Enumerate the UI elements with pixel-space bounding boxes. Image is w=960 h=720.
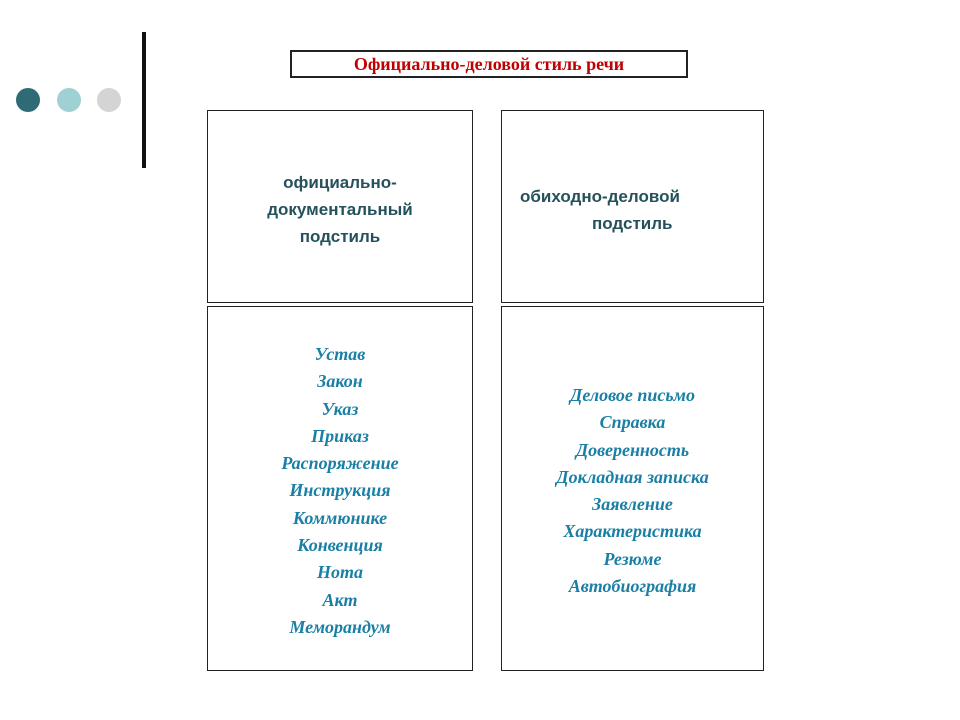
list-item: Закон bbox=[317, 371, 363, 392]
substyle-box-everyday bbox=[501, 110, 764, 303]
decor-dot-light bbox=[57, 88, 81, 112]
list-item: Меморандум bbox=[289, 616, 391, 637]
list-item: Деловое письмо bbox=[570, 385, 695, 405]
genre-box-official bbox=[207, 306, 473, 671]
list-item: Акт bbox=[322, 589, 358, 610]
genre-box-everyday bbox=[501, 306, 764, 671]
substyle-label-official: официально- документальный подстиль bbox=[267, 173, 413, 246]
decor-dot-dark bbox=[16, 88, 40, 112]
substyle-label-everyday: обиходно-деловой подстиль bbox=[520, 187, 680, 233]
genre-list-official bbox=[208, 341, 472, 641]
decor-dot-gray bbox=[97, 88, 121, 112]
page-title: Официально-деловой стиль речи bbox=[290, 50, 688, 78]
list-item: Распоряжение bbox=[281, 453, 399, 474]
list-item: Докладная записка bbox=[556, 466, 709, 487]
list-item: Приказ bbox=[311, 425, 369, 446]
list-item: Резюме bbox=[603, 548, 662, 569]
list-item: Автобиография bbox=[568, 576, 697, 597]
list-item: Нота bbox=[316, 562, 363, 583]
list-item: Коммюнике bbox=[292, 507, 388, 528]
list-item: Характеристика bbox=[563, 521, 702, 542]
genre-list-everyday bbox=[502, 382, 763, 600]
substyle-box-official bbox=[207, 110, 473, 303]
list-item: Указ bbox=[321, 398, 359, 419]
list-item: Устав bbox=[314, 344, 366, 364]
list-item: Справка bbox=[599, 412, 666, 433]
list-item: Инструкция bbox=[289, 480, 391, 501]
decor-vertical-bar bbox=[142, 32, 146, 168]
list-item: Заявление bbox=[592, 494, 673, 515]
list-item: Доверенность bbox=[575, 439, 690, 460]
list-item: Конвенция bbox=[297, 535, 383, 556]
